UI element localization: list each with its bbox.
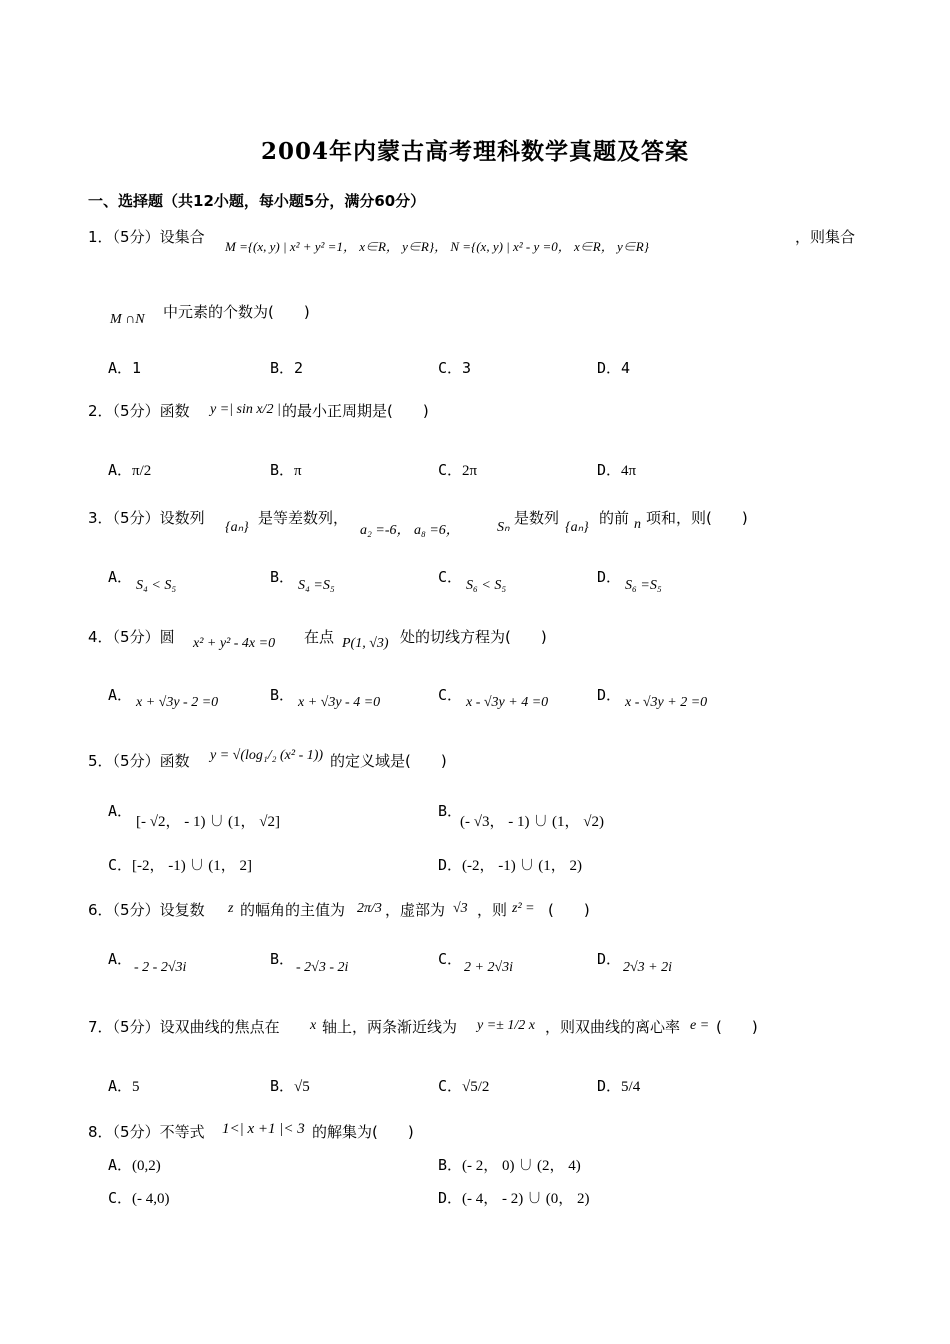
option-letter: A．: [108, 950, 133, 968]
option-text: (- 4,0): [132, 1191, 170, 1207]
question-text: ，则集合: [795, 228, 856, 246]
option-a[interactable]: [108, 1154, 161, 1175]
question-text: 的前: [599, 509, 630, 527]
option-text: (- 4， - 2) ∪ (0， 2): [462, 1191, 590, 1207]
option-d[interactable]: [438, 854, 582, 875]
option-letter: D．: [597, 950, 622, 968]
option-letter: B．: [270, 568, 295, 586]
option-d[interactable]: [597, 459, 636, 480]
option-c[interactable]: [438, 1075, 489, 1096]
question-text: 处的切线方程为( ): [400, 628, 547, 646]
question-stem: 3．（5分）设数列: [88, 509, 205, 527]
option-c[interactable]: [438, 566, 462, 587]
option-b[interactable]: [438, 1154, 581, 1175]
option-a[interactable]: [108, 566, 132, 587]
option-letter: D．: [597, 359, 622, 377]
question-text: ( ): [548, 901, 590, 919]
math-expression: M ∩N: [110, 312, 145, 327]
option-text: - 2 - 2√3i: [134, 960, 187, 975]
question-text: ，则: [477, 901, 508, 919]
math-expression: {aₙ}: [565, 520, 589, 535]
question-text: 在点: [304, 628, 335, 646]
option-a[interactable]: [108, 948, 132, 969]
question-stem: 8．（5分）不等式: [88, 1123, 205, 1141]
math-expression: y = √(log₁/₂ (x² - 1)): [210, 748, 324, 763]
question-text: ，则双曲线的离心率: [545, 1018, 681, 1036]
option-text: 4π: [621, 463, 637, 479]
option-b[interactable]: [438, 800, 462, 821]
option-d[interactable]: [597, 566, 621, 587]
math-expression: {aₙ}: [225, 520, 249, 535]
option-letter: D．: [438, 856, 463, 874]
option-c[interactable]: [438, 948, 462, 969]
math-expression: y =± 1/2 x: [477, 1018, 535, 1033]
option-letter: D．: [597, 568, 622, 586]
math-expression: 1<| x +1 |< 3: [222, 1121, 305, 1137]
option-c[interactable]: [108, 854, 252, 875]
question-text: 项和，则( ): [646, 509, 748, 527]
option-letter: D．: [597, 686, 622, 704]
math-expression: a₂ =-6， a₈ =6，: [360, 523, 460, 538]
question-stem: 6．（5分）设复数: [88, 901, 205, 919]
question-text: 是数列: [514, 509, 560, 527]
option-text: π: [294, 463, 302, 479]
option-letter: C．: [438, 686, 463, 704]
option-text: 1: [132, 359, 142, 377]
option-text: S₆ < S₅: [466, 578, 507, 593]
option-c[interactable]: [438, 684, 462, 705]
option-letter: C．: [438, 359, 463, 377]
option-letter: A．: [108, 802, 133, 820]
option-text: 4: [621, 359, 631, 377]
option-text: [-2， -1) ∪ (1， 2]: [132, 858, 253, 874]
question-text: ( ): [716, 1018, 758, 1036]
option-letter: A．: [108, 568, 133, 586]
option-b[interactable]: [270, 1075, 310, 1096]
option-text: (- 2， 0) ∪ (2， 4): [462, 1158, 581, 1174]
option-letter: A．: [108, 359, 133, 377]
math-expression: e =: [690, 1018, 710, 1033]
option-b[interactable]: [270, 566, 294, 587]
option-text: √5/2: [462, 1079, 490, 1095]
math-expression: z: [228, 901, 234, 916]
option-text: S₆ =S₅: [625, 578, 662, 593]
option-b[interactable]: [270, 948, 294, 969]
option-c[interactable]: [438, 357, 471, 378]
option-text: (0,2): [132, 1158, 161, 1174]
math-expression: 2π/3: [357, 901, 382, 916]
section-heading: 一、选择题（共12小题，每小题5分，满分60分）: [88, 192, 426, 210]
option-letter: C．: [438, 568, 463, 586]
option-letter: C．: [438, 1077, 463, 1095]
question-stem: 7．（5分）设双曲线的焦点在: [88, 1018, 280, 1036]
option-text: 5/4: [621, 1079, 641, 1095]
question-text: 的幅角的主值为: [240, 901, 346, 919]
math-expression: Sₙ: [497, 520, 510, 535]
math-expression: y =| sin x/2 |: [210, 402, 281, 417]
option-text: √5: [294, 1079, 310, 1095]
option-text: - 2√3 - 2i: [296, 960, 349, 975]
option-letter: A．: [108, 1156, 133, 1174]
option-text: x + √3y - 4 =0: [298, 695, 381, 710]
option-letter: B．: [438, 1156, 463, 1174]
question-text: 轴上，两条渐近线为: [322, 1018, 458, 1036]
math-expression: √3: [453, 901, 468, 916]
question-stem: 2．（5分）函数: [88, 402, 190, 420]
option-letter: A．: [108, 686, 133, 704]
math-expression: x: [310, 1018, 317, 1033]
option-d[interactable]: [597, 1075, 640, 1096]
question-text: 的定义域是( ): [330, 752, 447, 770]
question-text: 中元素的个数为( ): [163, 303, 310, 321]
math-expression: M ={(x, y) | x² + y² =1， x∈R， y∈R}， N ={(x, y) | x² - y =0， x∈R， y∈R}: [225, 239, 649, 254]
option-a[interactable]: [108, 459, 151, 480]
option-letter: D．: [438, 1189, 463, 1207]
option-text: π/2: [132, 463, 152, 479]
option-text: 2π: [462, 463, 478, 479]
option-a[interactable]: [108, 357, 141, 378]
option-letter: B．: [438, 802, 463, 820]
option-c[interactable]: [108, 1187, 170, 1208]
option-d[interactable]: [597, 948, 621, 969]
question-text: 的解集为( ): [312, 1123, 414, 1141]
option-text: x - √3y + 4 =0: [466, 695, 549, 710]
option-text: 3: [462, 359, 472, 377]
option-text: 5: [132, 1079, 140, 1095]
option-text: (-2， -1) ∪ (1， 2): [462, 858, 583, 874]
option-letter: B．: [270, 1077, 295, 1095]
option-d[interactable]: [597, 357, 630, 378]
question-stem: 1．（5分）设集合: [88, 228, 205, 246]
option-text: S₄ < S₅: [136, 578, 177, 593]
math-expression: x² + y² - 4x =0: [193, 636, 276, 651]
option-letter: C．: [108, 1189, 133, 1207]
option-letter: D．: [597, 1077, 622, 1095]
option-a[interactable]: [108, 684, 132, 705]
option-b[interactable]: [270, 684, 294, 705]
option-text: 2: [294, 359, 304, 377]
math-expression: z² =: [512, 901, 535, 916]
option-text: (- √3， - 1) ∪ (1， √2): [460, 814, 604, 830]
option-d[interactable]: [597, 684, 621, 705]
page-title: 2004年内蒙古高考理科数学真题及答案: [260, 138, 689, 165]
option-b[interactable]: [270, 357, 303, 378]
question-text: ，虚部为: [385, 901, 446, 919]
option-letter: C．: [108, 856, 133, 874]
option-d[interactable]: [438, 1187, 590, 1208]
option-text: [- √2， - 1) ∪ (1， √2]: [136, 814, 280, 830]
option-letter: B．: [270, 359, 295, 377]
option-text: S₄ =S₅: [298, 578, 335, 593]
question-stem: 5．（5分）函数: [88, 752, 190, 770]
option-text: x - √3y + 2 =0: [625, 695, 708, 710]
option-letter: C．: [438, 461, 463, 479]
option-a[interactable]: [108, 800, 132, 821]
option-c[interactable]: [438, 459, 477, 480]
option-letter: B．: [270, 686, 295, 704]
math-expression: n: [634, 517, 641, 532]
option-letter: B．: [270, 461, 295, 479]
option-text: 2 + 2√3i: [464, 960, 514, 975]
option-letter: B．: [270, 950, 295, 968]
option-text: 2√3 + 2i: [623, 960, 673, 975]
option-letter: D．: [597, 461, 622, 479]
option-letter: A．: [108, 1077, 133, 1095]
option-a[interactable]: [108, 1075, 140, 1096]
math-expression: P(1, √3): [342, 636, 389, 651]
question-stem: 4．（5分）圆: [88, 628, 175, 646]
question-text: 的最小正周期是( ): [282, 402, 429, 420]
option-letter: C．: [438, 950, 463, 968]
option-b[interactable]: [270, 459, 302, 480]
option-letter: A．: [108, 461, 133, 479]
question-text: 是等差数列，: [258, 509, 349, 527]
option-text: x + √3y - 2 =0: [136, 695, 219, 710]
